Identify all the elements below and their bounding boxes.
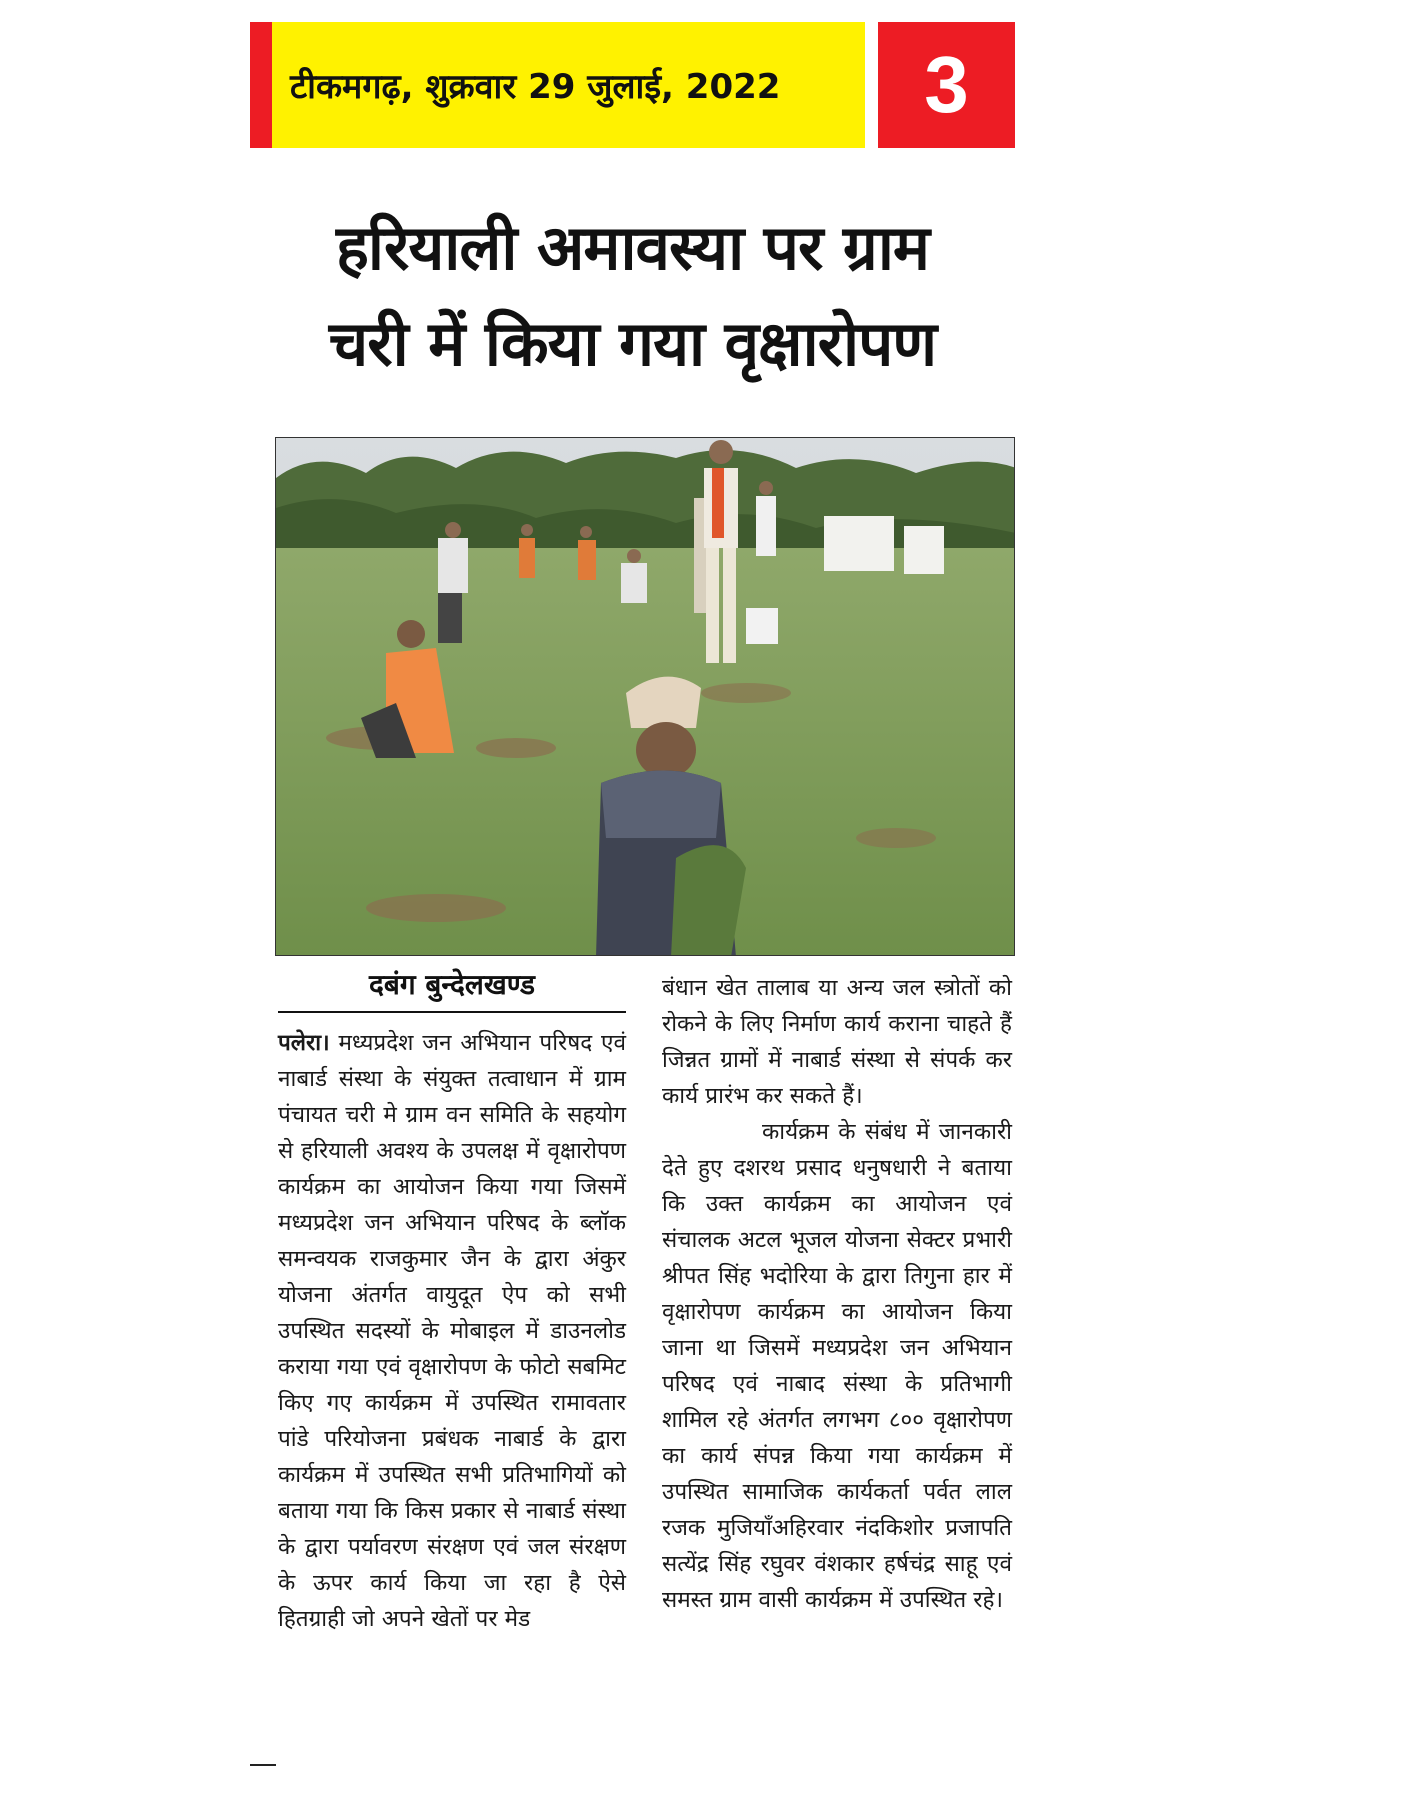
tree-plantation-photo xyxy=(276,438,1015,956)
article-headline xyxy=(250,200,1015,392)
article-paragraph-2: कार्यक्रम के संबंध में जानकारी देते हुए दशरथ प्रसाद धनुषधारी ने बताया कि उक्त कार्यक्रम का आयोजन एवं संचालक अटल भूजल योजना सेक्टर प्रभारी श्रीपत सिंह भदोरिया के द्वारा तिगुना हार में वृक्षारोपण कार्यक्रम का आयोजन किया जाना था जिसमें मध्यप्रदेश जन अभियान परिषद एवं नाबाद संस्था के प्रतिभागी शामिल रहे अंतर्गत लगभग ८०० वृक्षारोपण का कार्य संपन्न किया गया कार्यक्रम में उपस्थित सामाजिक कार्यकर्ता पर्वत लाल रजक मुजियाँअहिरवार नंदकिशोर प्रजापति सत्येंद्र सिंह रघुवर वंशकार हर्षचंद्र साहू एवं समस्त ग्राम वासी कार्यक्रम में उपस्थित रहे। xyxy=(662,1119,1012,1613)
headline-line-2: चरी में किया गया वृक्षारोपण xyxy=(328,307,937,380)
masthead-dateline-box xyxy=(272,22,865,148)
page-number: 3 xyxy=(878,22,1015,148)
article-paragraph-1: मध्यप्रदेश जन अभियान परिषद एवं नाबार्ड संस्था के संयुक्त तत्वाधान में ग्राम पंचायत चरी मे ग्राम वन समिति के सहयोग से हरियाली अवश्य के उपलक्ष में वृक्षारोपण कार्यक्रम का आयोजन किया गया जिसमें मध्यप्रदेश जन अभियान परिषद के ब्लॉक समन्वयक राजकुमार जैन के द्वारा अंकुर योजना अंतर्गत वायुदूत ऐप को सभी उपस्थित सदस्यों के मोबाइल में डाउनलोड कराया गया एवं वृक्षारोपण के फोटो सबमिट किए गए कार्यक्रम में उपस्थित रामावतार पांडे परियोजना प्रबंधक नाबार्ड के द्वारा कार्यक्रम में उपस्थित सभी प्रतिभागियों को बताया गया कि किस प्रकार से नाबार्ड संस्था के द्वारा पर्यावरण संरक्षण एवं जल संरक्षण के ऊपर कार्य किया जा रहा है ऐसे हितग्राही जो अपने खेतों पर मेड xyxy=(278,1030,626,1632)
article-photo xyxy=(275,437,1015,956)
article-column-right xyxy=(662,970,1012,1618)
place-dateline: पलेरा। xyxy=(278,1030,330,1056)
masthead-bar xyxy=(250,22,1015,148)
masthead-red-stripe xyxy=(250,22,272,148)
headline-line-1: हरियाली अमावस्या पर ग्राम xyxy=(336,211,929,284)
article-paragraph-1-continued: बंधान खेत तालाब या अन्य जल स्त्रोतों को रोकने के लिए निर्माण कार्य कराना चाहते हैं जिन्नत ग्रामों में नाबार्ड संस्था से संपर्क कर कार्य प्रारंभ कर सकते हैं। xyxy=(662,975,1012,1109)
byline: दबंग बुन्देलखण्ड xyxy=(278,965,626,1013)
footer-rule xyxy=(250,1764,276,1766)
dateline: टीकमगढ़, शुक्रवार 29 जुलाई, 2022 xyxy=(290,67,781,107)
article-column-left xyxy=(278,1025,626,1637)
